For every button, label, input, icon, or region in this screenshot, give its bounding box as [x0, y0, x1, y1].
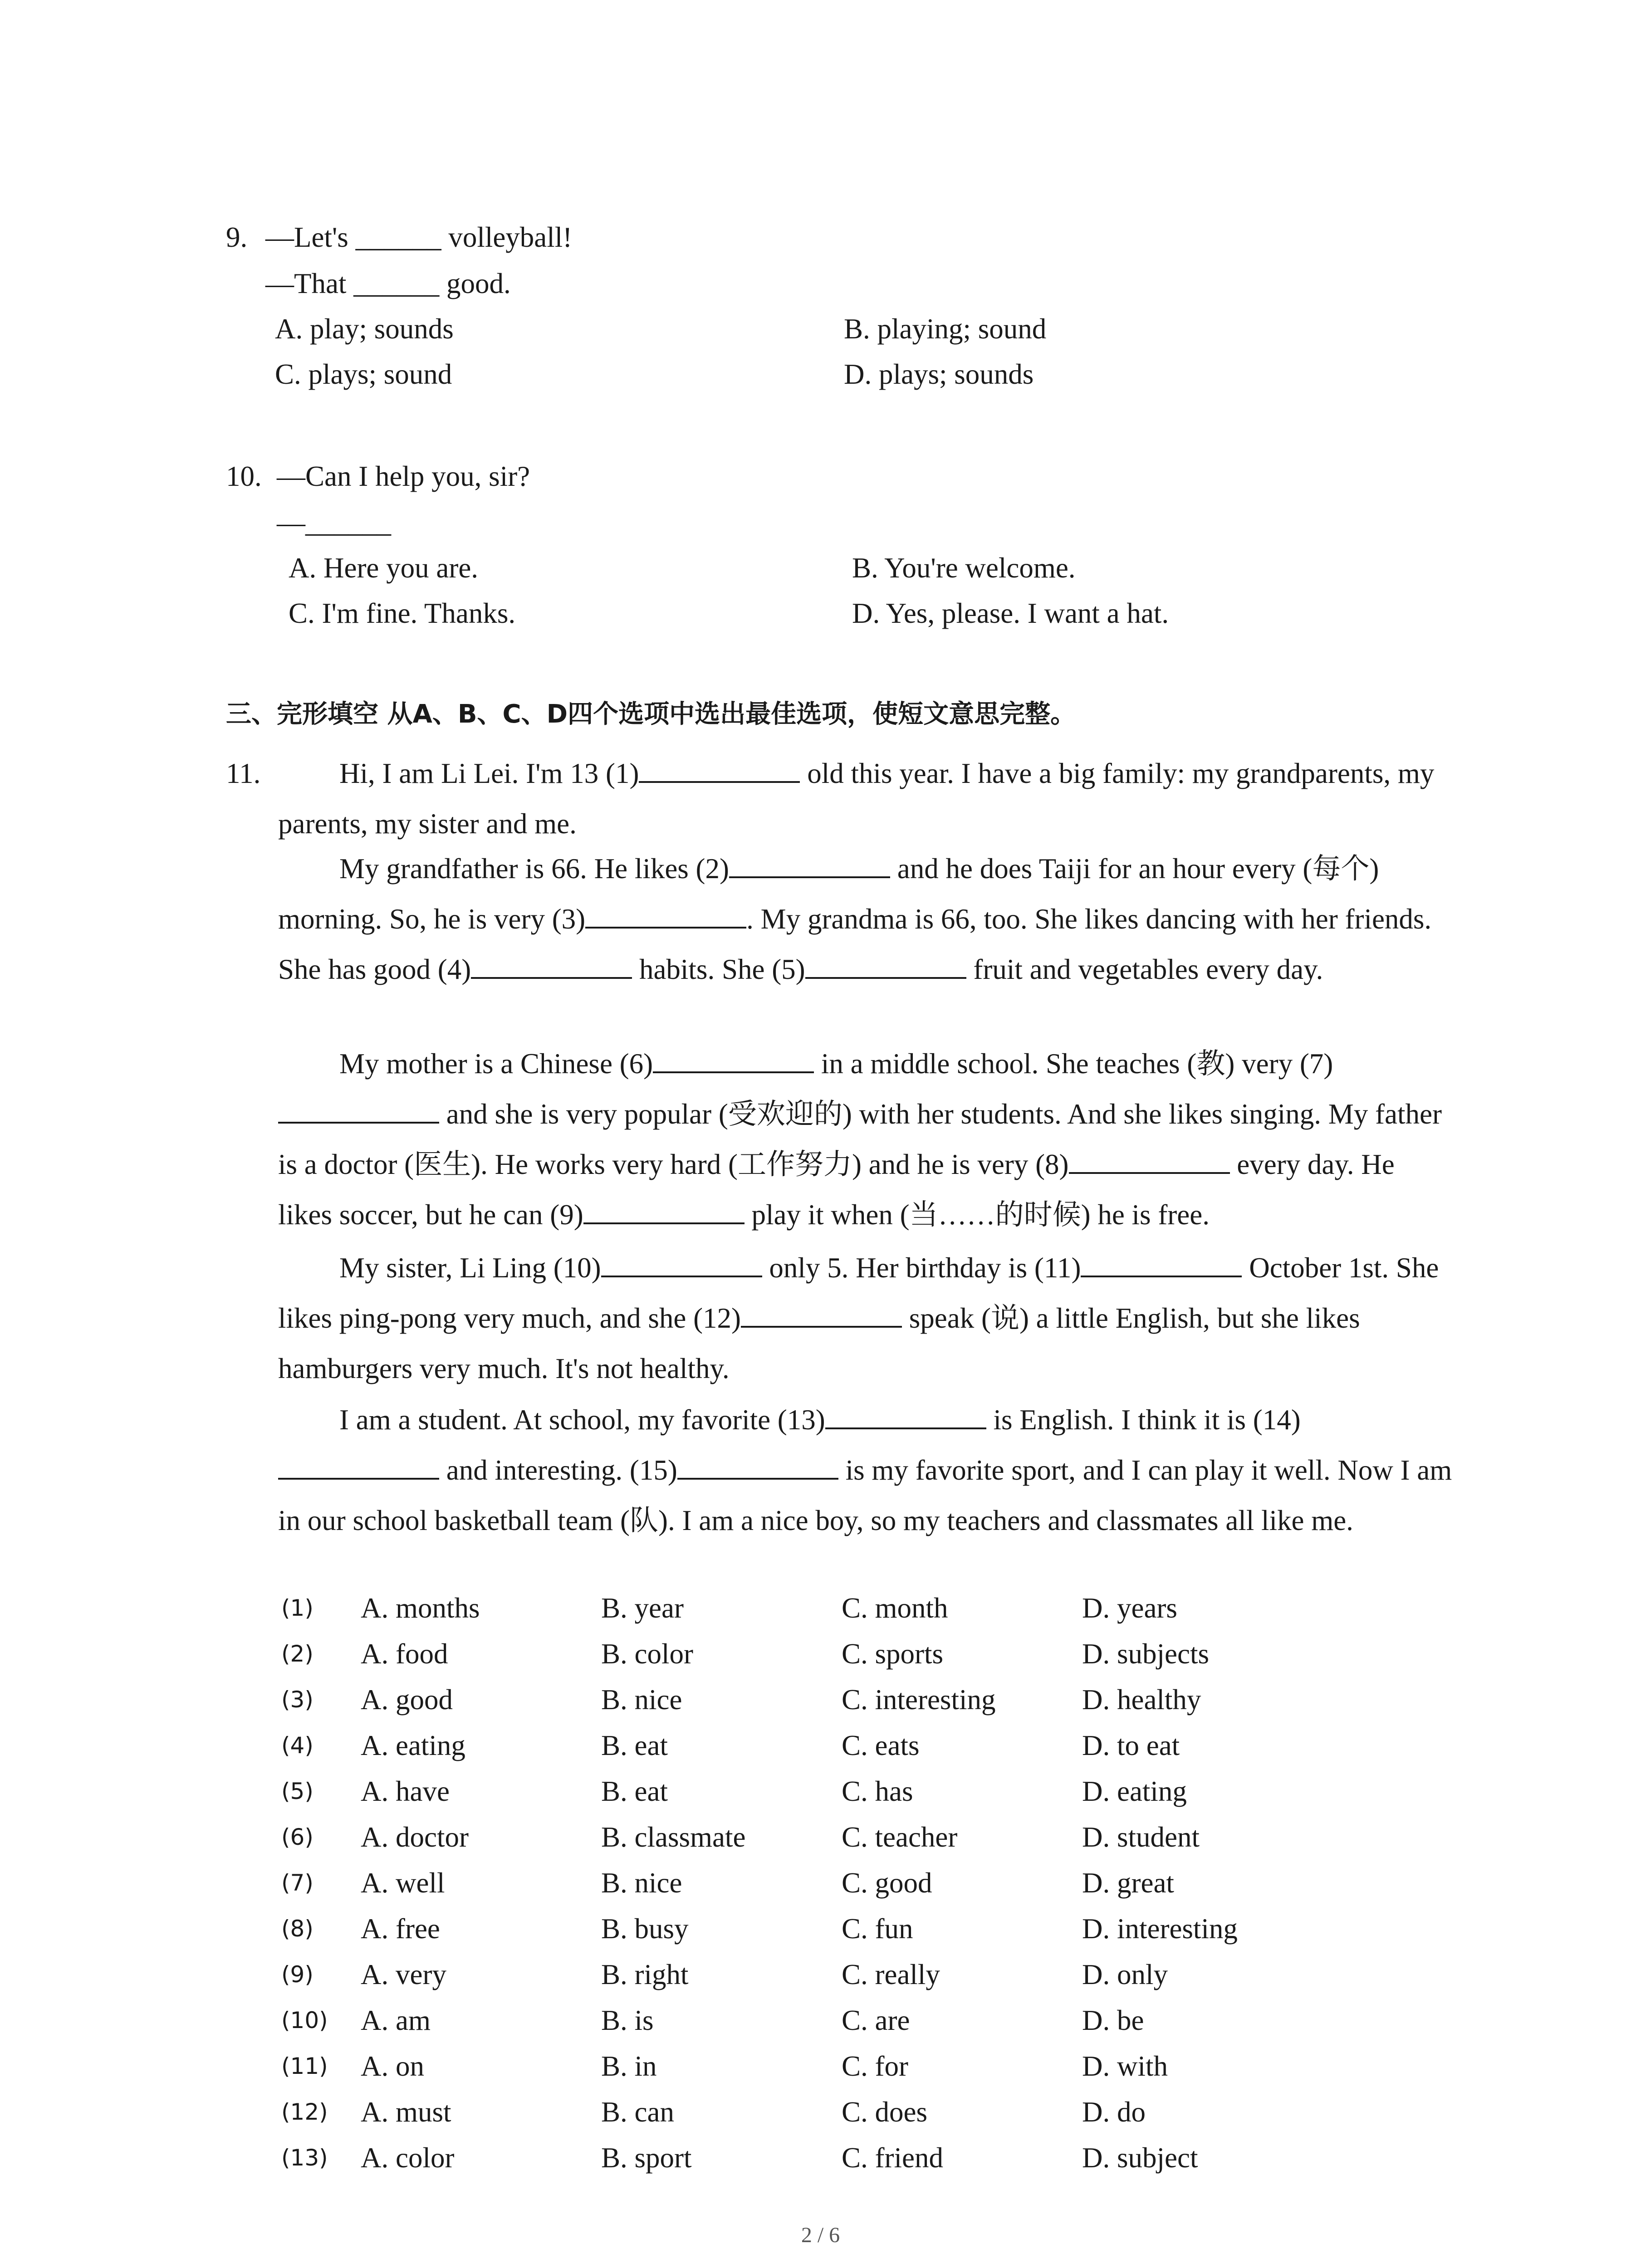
- option-a: A. months: [361, 1592, 480, 1624]
- option-c: C. does: [842, 2096, 927, 2128]
- blank-9: [583, 1194, 745, 1224]
- option-a: A. good: [361, 1684, 453, 1716]
- blank-13: [825, 1399, 986, 1429]
- option-a: A. color: [361, 2142, 455, 2174]
- option-d: D. with: [1082, 2050, 1168, 2082]
- option-a: A. free: [361, 1913, 440, 1945]
- q11-number: 11.: [226, 758, 261, 789]
- option-a: A. food: [361, 1638, 448, 1670]
- option-number: (3): [281, 1686, 314, 1713]
- option-d: D. only: [1082, 1959, 1168, 1990]
- option-d: D. interesting: [1082, 1913, 1238, 1945]
- option-b: B. year: [601, 1592, 684, 1624]
- blank-8: [1069, 1144, 1230, 1174]
- option-c: C. fun: [842, 1913, 913, 1945]
- option-number: (13): [281, 2145, 328, 2171]
- option-d: D. subject: [1082, 2142, 1198, 2174]
- q10-option-b: B. You're welcome.: [852, 552, 1076, 584]
- option-c: C. good: [842, 1867, 932, 1899]
- passage-paragraph-2: My grandfather is 66. He likes (2) and he does Taiji for an hour every (每个) morning. So, he is very (3) . My grandma is 66, too. She likes dancing with her friends. She has good (4) habits. She (5) fruit and vegetables every day.: [278, 844, 1453, 995]
- option-b: B. can: [601, 2096, 674, 2128]
- blank-6: [653, 1043, 814, 1073]
- q10-option-a: A. Here you are.: [289, 552, 479, 584]
- option-d: D. eating: [1082, 1775, 1187, 1807]
- option-number: (5): [281, 1778, 314, 1804]
- option-a: A. well: [361, 1867, 445, 1899]
- option-b: B. eat: [601, 1730, 668, 1761]
- section-heading: 三、完形填空 从A、B、C、D四个选项中选出最佳选项，使短文意思完整。: [226, 699, 1076, 729]
- option-b: B. classmate: [601, 1821, 746, 1853]
- q10-option-c: C. I'm fine. Thanks.: [289, 597, 516, 629]
- option-b: B. color: [601, 1638, 693, 1670]
- blank-11: [1081, 1247, 1242, 1277]
- option-c: C. teacher: [842, 1821, 958, 1853]
- passage-paragraph-4: My sister, Li Ling (10) only 5. Her birthday is (11) October 1st. She likes ping-pong very much, and she (12) speak (说) a little English, but she likes hamburgers very much. It's not healthy.: [278, 1243, 1453, 1394]
- option-a: A. eating: [361, 1730, 465, 1761]
- passage-paragraph-1: Hi, I am Li Lei. I'm 13 (1) old this year. I have a big family: my grandparents, my parents, my sister and me.: [278, 748, 1453, 849]
- option-a: A. must: [361, 2096, 451, 2128]
- option-b: B. right: [601, 1959, 689, 1990]
- option-b: B. eat: [601, 1775, 668, 1807]
- q10-number: 10.: [226, 460, 262, 492]
- option-b: B. sport: [601, 2142, 692, 2174]
- option-b: B. busy: [601, 1913, 689, 1945]
- q10-option-d: D. Yes, please. I want a hat.: [852, 597, 1169, 629]
- blank-7: [278, 1094, 439, 1124]
- passage-paragraph-5: I am a student. At school, my favorite (13) is English. I think it is (14) and interesting. (15) is my favorite sport, and I can play it well. Now I am in our school basketball team (队). I am a nice boy, so my teachers and classmates all like me.: [278, 1395, 1453, 1546]
- q9-line1: —Let's ______ volleyball!: [265, 221, 573, 253]
- option-d: D. healthy: [1082, 1684, 1201, 1716]
- option-d: D. be: [1082, 2004, 1144, 2036]
- option-number: (9): [281, 1961, 314, 1988]
- option-c: C. month: [842, 1592, 948, 1624]
- option-c: C. eats: [842, 1730, 920, 1761]
- option-number: (10): [281, 2007, 328, 2033]
- option-a: A. doctor: [361, 1821, 469, 1853]
- option-c: C. are: [842, 2004, 910, 2036]
- blank-2: [729, 848, 890, 878]
- blank-1: [639, 753, 800, 783]
- option-c: C. interesting: [842, 1684, 996, 1716]
- option-c: C. has: [842, 1775, 913, 1807]
- option-number: (1): [281, 1595, 314, 1621]
- option-a: A. very: [361, 1959, 446, 1990]
- option-number: (6): [281, 1824, 314, 1850]
- q9-option-c: C. plays; sound: [275, 358, 452, 390]
- q9-option-d: D. plays; sounds: [844, 358, 1034, 390]
- blank-10: [601, 1247, 762, 1277]
- option-a: A. on: [361, 2050, 424, 2082]
- option-d: D. student: [1082, 1821, 1200, 1853]
- option-number: (7): [281, 1870, 314, 1896]
- option-a: A. have: [361, 1775, 450, 1807]
- option-a: A. am: [361, 2004, 431, 2036]
- option-b: B. is: [601, 2004, 654, 2036]
- option-number: (2): [281, 1641, 314, 1667]
- q9-number: 9.: [226, 221, 248, 253]
- option-c: C. friend: [842, 2142, 943, 2174]
- option-c: C. sports: [842, 1638, 944, 1670]
- option-c: C. for: [842, 2050, 908, 2082]
- option-d: D. years: [1082, 1592, 1177, 1624]
- blank-5: [805, 949, 966, 979]
- q10-line1: —Can I help you, sir?: [277, 460, 530, 492]
- page-number: 2 / 6: [801, 2223, 840, 2247]
- q9-option-a: A. play; sounds: [275, 313, 454, 345]
- option-number: (12): [281, 2099, 328, 2125]
- q9-option-b: B. playing; sound: [844, 313, 1047, 345]
- option-b: B. nice: [601, 1867, 682, 1899]
- option-number: (11): [281, 2053, 328, 2079]
- q10-line2: —______: [277, 507, 391, 538]
- blank-14: [278, 1450, 439, 1480]
- option-d: D. great: [1082, 1867, 1174, 1899]
- option-number: (8): [281, 1916, 314, 1942]
- blank-12: [741, 1298, 902, 1328]
- option-b: B. nice: [601, 1684, 682, 1716]
- passage-paragraph-3: My mother is a Chinese (6) in a middle school. She teaches (教) very (7) and she is very popular (受欢迎的) with her students. And she likes singing. My father is a doctor (医生). He works very hard (工作努力) and he is very (8) every day. He likes soccer, but he can (9) play it when (当……的时候) he is free.: [278, 1039, 1453, 1240]
- option-d: D. subjects: [1082, 1638, 1209, 1670]
- option-b: B. in: [601, 2050, 657, 2082]
- q9-line2: —That ______ good.: [265, 268, 511, 299]
- option-d: D. to eat: [1082, 1730, 1180, 1761]
- blank-15: [677, 1450, 838, 1480]
- blank-4: [471, 949, 632, 979]
- option-number: (4): [281, 1732, 314, 1759]
- option-d: D. do: [1082, 2096, 1146, 2128]
- option-c: C. really: [842, 1959, 940, 1990]
- blank-3: [585, 899, 746, 929]
